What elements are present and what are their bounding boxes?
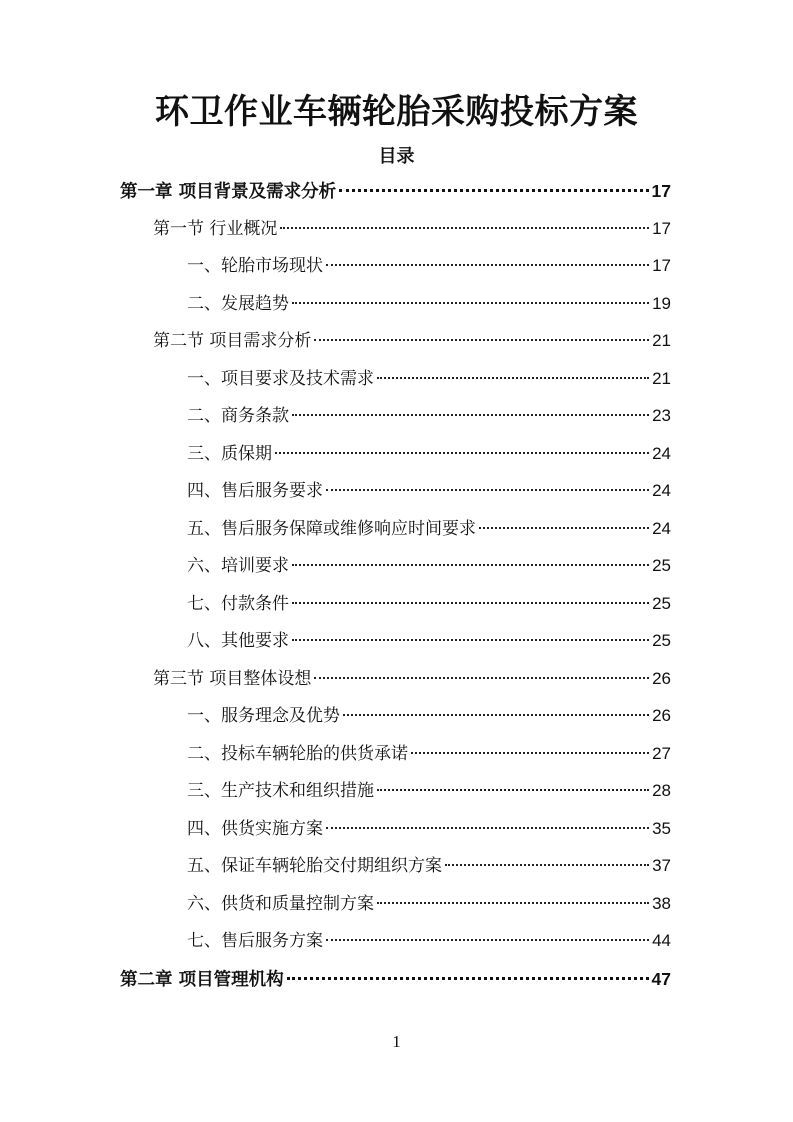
toc-dot-leader — [377, 377, 649, 379]
toc-dot-leader — [479, 527, 649, 529]
toc-entry[interactable] — [187, 401, 671, 431]
toc-dot-leader — [314, 677, 649, 679]
toc-entry-label: 三、生产技术和组织措施 — [187, 781, 374, 801]
toc-entry[interactable] — [187, 476, 671, 506]
toc-entry-page: 17 — [651, 181, 671, 201]
toc-entry-page: 35 — [652, 818, 671, 838]
toc-entry-label: 七、售后服务方案 — [187, 931, 323, 951]
toc-entry[interactable] — [153, 214, 671, 244]
toc-entry-page: 19 — [652, 293, 671, 313]
page-number: 1 — [392, 1032, 401, 1051]
toc-dot-leader — [292, 302, 649, 304]
toc-entry[interactable] — [187, 889, 671, 919]
toc-dot-leader — [292, 639, 649, 641]
toc-entry[interactable] — [187, 439, 671, 469]
toc-dot-leader — [445, 864, 649, 866]
toc-entry-page: 23 — [652, 406, 671, 425]
toc-entry-page: 17 — [652, 256, 671, 275]
toc-dot-leader — [377, 789, 649, 791]
toc-dot-leader — [326, 264, 649, 266]
toc-entry-label: 五、保证车辆轮胎交付期组织方案 — [187, 856, 442, 876]
toc-entry-page: 24 — [652, 518, 671, 538]
toc-entry[interactable] — [187, 814, 671, 844]
toc-entry-label: 第二章 项目管理机构 — [120, 969, 284, 990]
toc-heading: 目录 — [378, 146, 415, 167]
toc-entry[interactable] — [187, 626, 671, 656]
toc-entry-page: 26 — [652, 706, 671, 725]
toc-entry-label: 六、供货和质量控制方案 — [187, 893, 374, 914]
toc-entry[interactable] — [153, 664, 671, 694]
toc-entry-page: 24 — [652, 443, 671, 463]
toc-dot-leader — [292, 414, 649, 416]
toc-dot-leader — [339, 189, 648, 192]
toc-entry-label: 三、质保期 — [187, 443, 272, 464]
toc-entry-label: 二、发展趋势 — [187, 293, 289, 314]
toc-entry[interactable] — [120, 176, 671, 206]
toc-entry[interactable] — [187, 926, 671, 956]
toc-entry[interactable] — [187, 364, 671, 394]
toc-entry-label: 八、其他要求 — [187, 631, 289, 651]
toc-entry-page: 37 — [652, 856, 671, 875]
toc-entry-label: 二、商务条款 — [187, 406, 289, 426]
toc-dot-leader — [280, 227, 649, 229]
toc-entry-page: 47 — [651, 968, 671, 989]
toc-entry-label: 二、投标车辆轮胎的供货承诺 — [187, 743, 408, 764]
toc-entry[interactable] — [187, 701, 671, 731]
toc-entry[interactable] — [120, 964, 671, 994]
toc-entry[interactable] — [187, 776, 671, 806]
toc-entry[interactable] — [187, 589, 671, 619]
toc-dot-leader — [326, 827, 649, 829]
toc-entry-page: 28 — [652, 781, 671, 800]
toc-entry-page: 25 — [652, 593, 671, 613]
toc-entry-label: 一、轮胎市场现状 — [187, 256, 323, 276]
toc-entry-label: 第二节 项目需求分析 — [153, 331, 312, 351]
toc-entry-page: 38 — [652, 893, 671, 913]
toc-dot-leader — [326, 489, 649, 491]
toc-entry[interactable] — [187, 251, 671, 281]
toc-dot-leader — [292, 564, 649, 566]
document-title: 环卫作业车辆轮胎采购投标方案 — [155, 92, 638, 132]
toc-entry-label: 七、付款条件 — [187, 593, 289, 614]
toc-entry-page: 26 — [652, 668, 671, 688]
toc-entry-page: 25 — [652, 556, 671, 575]
toc-entry-page: 27 — [652, 743, 671, 763]
toc-entry-label: 四、供货实施方案 — [187, 818, 323, 839]
toc-dot-leader — [292, 602, 649, 604]
toc-entry-page: 21 — [652, 368, 671, 388]
toc-dot-leader — [314, 339, 649, 341]
toc-dot-leader — [411, 752, 649, 754]
toc-entry-label: 第三节 项目整体设想 — [153, 668, 312, 689]
toc-entry-page: 21 — [652, 331, 671, 350]
toc-entry-label: 第一节 行业概况 — [153, 218, 278, 239]
toc-dot-leader — [377, 902, 649, 904]
toc-entry-page: 17 — [652, 218, 671, 238]
toc-entry[interactable] — [187, 851, 671, 881]
toc-entry[interactable] — [187, 514, 671, 544]
toc-entry-page: 25 — [652, 631, 671, 650]
toc-entry[interactable] — [187, 739, 671, 769]
toc-entry-label: 第一章 项目背景及需求分析 — [120, 182, 337, 202]
toc-entry-label: 六、培训要求 — [187, 556, 289, 576]
toc-dot-leader — [287, 977, 649, 980]
toc-entry-label: 一、服务理念及优势 — [187, 706, 340, 726]
toc-entry-label: 四、售后服务要求 — [187, 481, 323, 501]
toc-entry-label: 五、售后服务保障或维修响应时间要求 — [187, 518, 476, 539]
toc-entry[interactable] — [153, 326, 671, 356]
toc-entry[interactable] — [187, 551, 671, 581]
toc-dot-leader — [275, 452, 649, 454]
toc-entry-label: 一、项目要求及技术需求 — [187, 368, 374, 389]
toc-entry[interactable] — [187, 289, 671, 319]
toc-entry-page: 24 — [652, 481, 671, 500]
toc-entry-page: 44 — [652, 931, 671, 950]
toc-dot-leader — [326, 939, 649, 941]
toc-dot-leader — [343, 714, 649, 716]
